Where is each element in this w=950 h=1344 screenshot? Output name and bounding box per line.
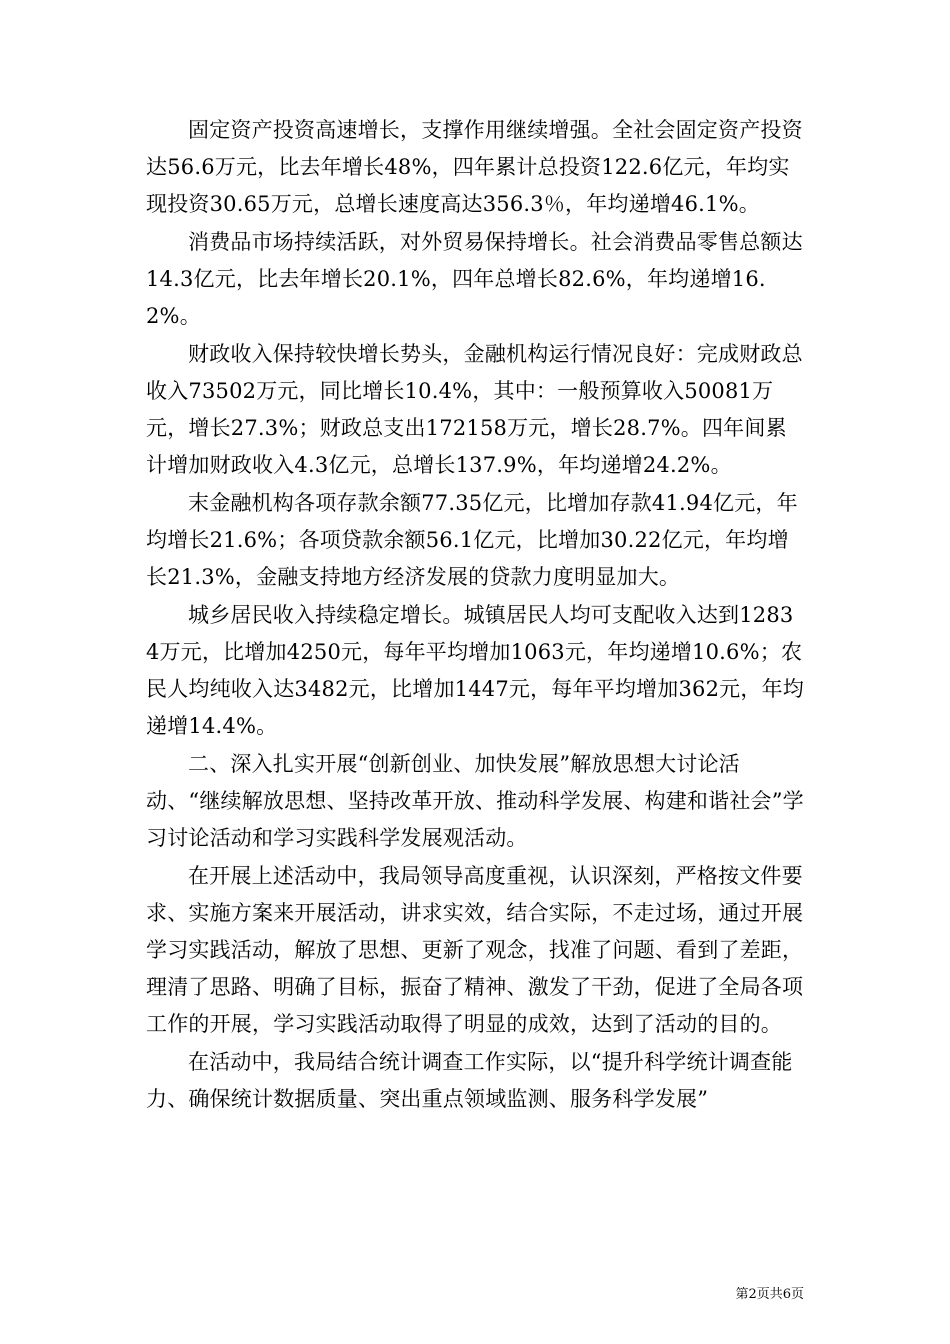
paragraph-fiscal-revenue: 财政收入保持较快增长势头，金融机构运行情况良好：完成财政总收入73502万元，同比增长10.4%，其中：一般预算收入50081万元，增长27.3%；财政总支出172158万元，增长28.7%。四年间累计增加财政收入4.3亿元，总增长137.9%，年均递增24.2%。	[146, 342, 803, 477]
paragraph-financial-deposits: 末金融机构各项存款余额77.35亿元，比增加存款41.94亿元，年均增长21.6%；各项贷款余额56.1亿元，比增加30.22亿元，年均增长21.3%，金融支持地方经济发展的贷款力度明显加大。	[146, 491, 798, 589]
page-number-footer: 第2页共6页	[735, 1287, 804, 1302]
paragraph-fixed-asset-investment: 固定资产投资高速增长，支撑作用继续增强。全社会固定资产投资达56.6万元，比去年增长48%，四年累计总投资122.6亿元，年均实现投资30.65万元，总增长速度高达356.3％，年均递增46.1%。	[146, 118, 803, 216]
paragraph-activity-details: 在活动中，我局结合统计调查工作实际，以“提升科学统计调查能力、确保统计数据质量、突出重点领域监测、服务科学发展”	[146, 1050, 793, 1111]
document-body	[146, 112, 806, 1118]
paragraph-activity-results: 在开展上述活动中，我局领导高度重视，认识深刻，严格按文件要求、实施方案来开展活动，讲求实效，结合实际，不走过场，通过开展学习实践活动，解放了思想、更新了观念，找准了问题、看到了差距，理清了思路、明确了目标，振奋了精神、激发了干劲，促进了全局各项工作的开展，学习实践活动取得了明显的成效，达到了活动的目的。	[146, 864, 804, 1036]
paragraph-section-two-heading: 二、深入扎实开展“创新创业、加快发展”解放思想大讨论活动、“继续解放思想、坚持改革开放、推动科学发展、构建和谐社会”学习讨论活动和学习实践科学发展观活动。	[146, 752, 804, 850]
paragraph-consumer-market: 消费品市场持续活跃，对外贸易保持增长。社会消费品零售总额达14.3亿元，比去年增长20.1%，四年总增长82.6%，年均递增16.2%。	[146, 230, 803, 328]
paragraph-resident-income: 城乡居民收入持续稳定增长。城镇居民人均可支配收入达到12834万元，比增加4250元，每年平均增加1063元，年均递增10.6%；农民人均纯收入达3482元，比增加1447元，每年平均增加362元，年均递增14.4%。	[146, 603, 804, 738]
